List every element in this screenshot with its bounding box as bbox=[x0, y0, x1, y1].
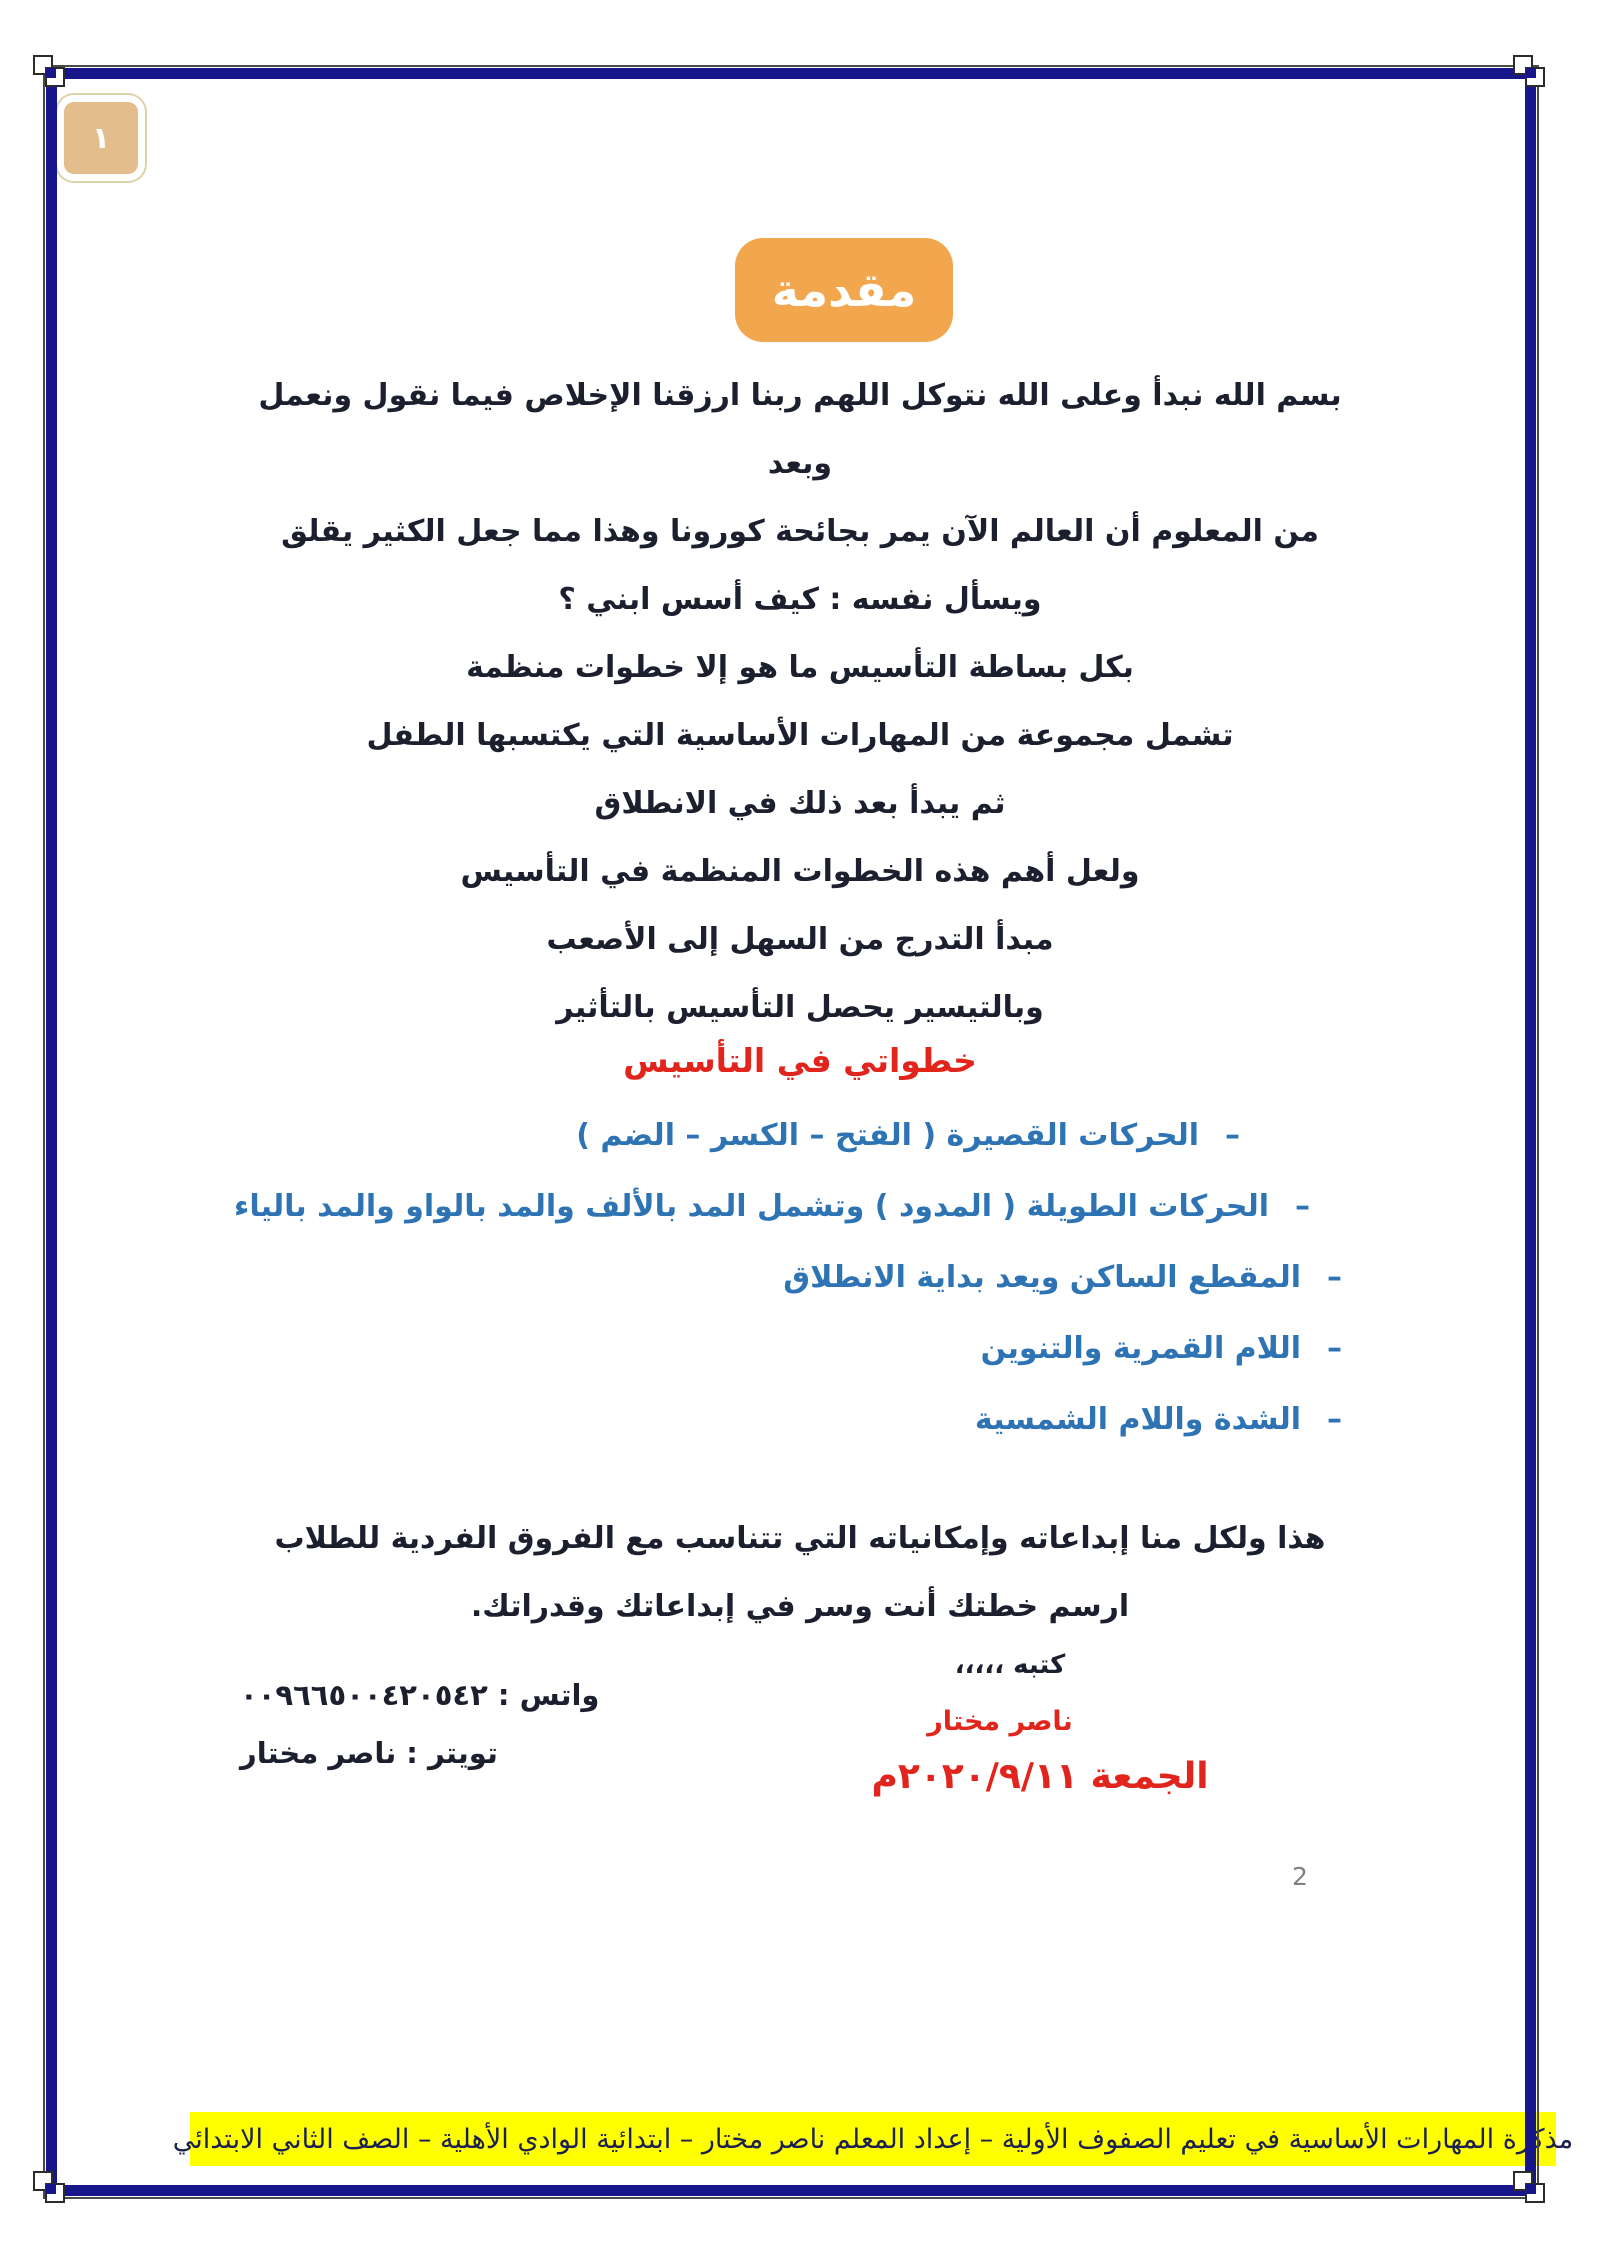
intro-line: تشمل مجموعة من المهارات الأساسية التي يكتسبها الطفل bbox=[366, 718, 1234, 753]
footer-text: مذكرة المهارات الأساسية في تعليم الصفوف الأولية – إعداد المعلم ناصر مختار – ابتدائية الوادي الأهلية – الصف الثاني الابتدائي bbox=[172, 2123, 1574, 2155]
page-badge-value: ١ bbox=[91, 120, 111, 156]
intro-line: وبالتيسير يحصل التأسيس بالتأثير bbox=[556, 990, 1044, 1025]
section-title-box bbox=[735, 238, 953, 342]
intro-line: وبعد bbox=[767, 446, 833, 481]
list-item-text: اللام القمرية والتنوين bbox=[980, 1331, 1301, 1366]
footer-highlight-band bbox=[172, 2112, 1574, 2166]
whatsapp-contact: واتس : ٠٠٩٦٦٥٠٠٤٢٠٥٤٢ bbox=[240, 1678, 600, 1712]
list-item bbox=[150, 1313, 1450, 1384]
dash-bullet: – bbox=[1295, 1189, 1310, 1224]
author-name: ناصر مختار bbox=[927, 1706, 1073, 1737]
list-item bbox=[150, 1242, 1450, 1313]
intro-line: بكل بساطة التأسيس ما هو إلا خطوات منظمة bbox=[466, 650, 1134, 685]
intro-line: ويسأل نفسه : كيف أسس ابني ؟ bbox=[558, 582, 1042, 617]
twitter-contact: تويتر : ناصر مختار bbox=[240, 1736, 498, 1770]
closing-line: ارسم خطتك أنت وسر في إبداعاتك وقدراتك. bbox=[470, 1589, 1130, 1624]
intro-line: مبدأ التدرج من السهل إلى الأصعب bbox=[546, 922, 1054, 957]
closing-line: هذا ولكل منا إبداعاته وإمكانياته التي تتناسب مع الفروق الفردية للطلاب bbox=[274, 1521, 1326, 1556]
steps-list bbox=[150, 1100, 1450, 1455]
page-number-badge bbox=[64, 102, 138, 174]
intro-line: ثم يبدأ بعد ذلك في الانطلاق bbox=[594, 786, 1006, 821]
section-title: مقدمة bbox=[771, 263, 917, 317]
closing-paragraph bbox=[150, 1505, 1450, 1641]
document-date: الجمعة ٢٠٢٠/٩/١١م bbox=[871, 1756, 1209, 1797]
intro-line: ولعل أهم هذه الخطوات المنظمة في التأسيس bbox=[460, 854, 1140, 889]
list-item bbox=[150, 1384, 1450, 1455]
border-corner-ornament bbox=[1512, 2170, 1550, 2208]
written-by-label: كتبه ،،،،، bbox=[954, 1650, 1066, 1680]
list-item-text: الحركات الطويلة ( المدود ) وتشمل المد بالألف والمد بالواو والمد بالياء bbox=[234, 1189, 1269, 1224]
border-corner-ornament bbox=[32, 54, 70, 92]
dash-bullet: – bbox=[1327, 1260, 1342, 1295]
dash-bullet: – bbox=[1225, 1118, 1240, 1153]
dash-bullet: – bbox=[1327, 1331, 1342, 1366]
list-item-text: الحركات القصيرة ( الفتح – الكسر – الضم ) bbox=[576, 1118, 1199, 1153]
border-corner-ornament bbox=[1512, 54, 1550, 92]
intro-paragraph bbox=[150, 362, 1450, 1042]
page-number: 2 bbox=[1292, 1862, 1308, 1891]
steps-heading: خطواتي في التأسيس bbox=[623, 1041, 977, 1080]
list-item-text: الشدة واللام الشمسية bbox=[974, 1402, 1301, 1437]
intro-line: بسم الله نبدأ وعلى الله نتوكل اللهم ربنا ارزقنا الإخلاص فيما نقول ونعمل bbox=[258, 378, 1342, 413]
list-item bbox=[150, 1171, 1450, 1242]
border-corner-ornament bbox=[32, 2170, 70, 2208]
dash-bullet: – bbox=[1327, 1402, 1342, 1437]
intro-line: من المعلوم أن العالم الآن يمر بجائحة كورونا وهذا مما جعل الكثير يقلق bbox=[281, 514, 1319, 549]
list-item bbox=[150, 1100, 1450, 1171]
list-item-text: المقطع الساكن ويعد بداية الانطلاق bbox=[783, 1260, 1301, 1295]
